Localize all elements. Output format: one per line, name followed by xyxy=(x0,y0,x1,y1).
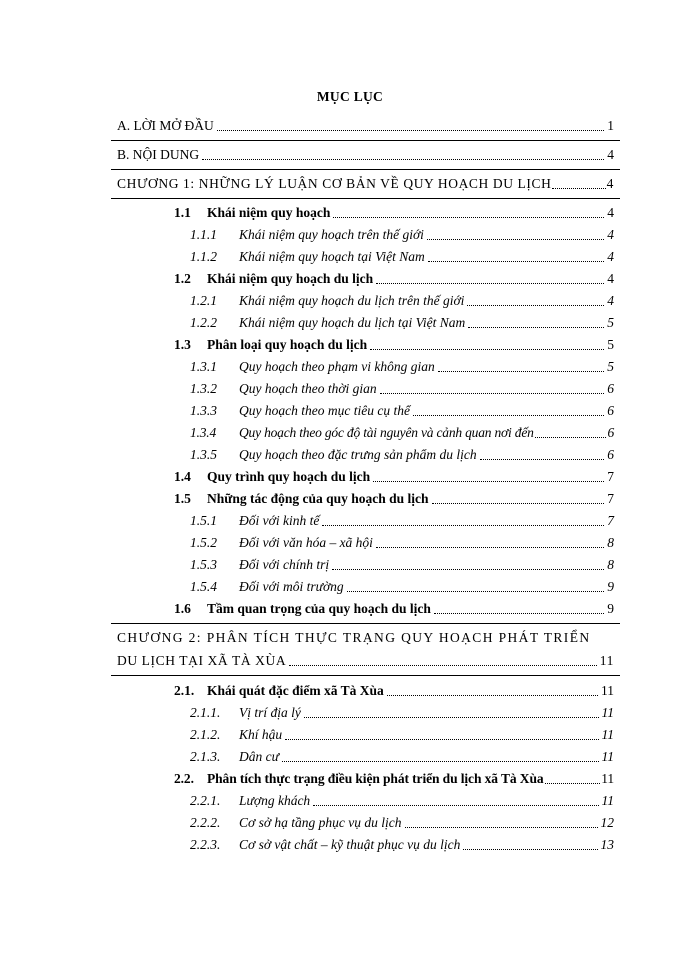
toc-page-number: 4 xyxy=(607,227,614,242)
toc-entry-text xyxy=(190,836,460,854)
toc-entry-text xyxy=(190,358,435,376)
toc-entry-text xyxy=(190,512,319,530)
toc-section-number: 1.3.5 xyxy=(190,447,217,462)
dot-leader xyxy=(480,459,605,460)
toc-entry-text xyxy=(174,770,544,788)
toc-entry-title: Quy hoạch theo đặc trưng sản phẩm du lịch xyxy=(239,447,477,462)
toc-entry-text xyxy=(190,226,424,244)
dot-leader xyxy=(376,547,604,548)
toc-section-number: 1.2.1 xyxy=(190,293,217,308)
toc-page-number: 5 xyxy=(607,315,614,330)
toc-page-number: 7 xyxy=(607,491,614,506)
dot-leader xyxy=(313,805,598,806)
divider xyxy=(111,140,620,141)
toc-entry-title: Quy hoạch theo thời gian xyxy=(239,381,377,396)
toc-entry-2-2[interactable] xyxy=(174,770,614,788)
toc-entry-title: Lượng khách xyxy=(239,793,311,808)
toc-entry-title: Quy hoạch theo góc độ tài nguyên và cảnh quan nơi đến xyxy=(239,425,534,440)
toc-entry-title: Dân cư xyxy=(239,749,279,764)
toc-entry-1-3[interactable] xyxy=(174,336,614,354)
toc-entry-title: Cơ sở vật chất – kỹ thuật phục vụ du lịch xyxy=(239,837,461,852)
dot-leader xyxy=(428,261,605,262)
toc-entry-chapter-1[interactable] xyxy=(117,175,614,193)
toc-section-number: 1.1.1 xyxy=(190,227,217,242)
dot-leader xyxy=(552,188,605,189)
toc-entry-title: Khái niệm quy hoạch du lịch trên thế giới xyxy=(239,293,465,308)
toc-entry-1-1[interactable] xyxy=(174,204,614,222)
toc-entry-1-3-2[interactable] xyxy=(190,380,614,398)
toc-entry-1-3-4[interactable] xyxy=(190,424,614,442)
toc-entry-1-4[interactable] xyxy=(174,468,614,486)
dot-leader xyxy=(413,415,604,416)
toc-page-number: 4 xyxy=(607,249,614,264)
toc-entry-text xyxy=(190,726,282,744)
dot-leader xyxy=(405,827,598,828)
toc-entry-title: Quy hoạch theo phạm vi không gian xyxy=(239,359,435,374)
toc-entry-text xyxy=(174,270,373,288)
toc-entry-1-2-1[interactable] xyxy=(190,292,614,310)
toc-section-number: 1.2 xyxy=(174,271,191,286)
toc-section-number: 1.1 xyxy=(174,205,191,220)
toc-entry-text: CHƯƠNG 2: PHÂN TÍCH THỰC TRẠNG QUY HOẠCH PHÁT TRIỂN xyxy=(117,630,591,645)
toc-entry-1-1-2[interactable] xyxy=(190,248,614,266)
toc-entry-1-6[interactable] xyxy=(174,600,614,618)
dot-leader xyxy=(432,503,605,504)
toc-page-number: 6 xyxy=(607,403,614,418)
toc-entry-title: Đối với văn hóa – xã hội xyxy=(239,535,373,550)
dot-leader xyxy=(376,283,604,284)
toc-entry-loi-mo-dau[interactable] xyxy=(117,117,614,135)
toc-page-number: 11 xyxy=(601,749,614,764)
dot-leader xyxy=(333,217,604,218)
toc-entry-title: Khái niệm quy hoạch du lịch xyxy=(207,271,374,286)
toc-entry-title: Đối với môi trường xyxy=(239,579,344,594)
toc-page-number: 13 xyxy=(600,837,614,852)
toc-entry-text xyxy=(174,204,330,222)
toc-entry-1-3-3[interactable] xyxy=(190,402,614,420)
toc-page-number: 5 xyxy=(607,359,614,374)
toc-page-number: 4 xyxy=(607,147,614,162)
dot-leader xyxy=(545,783,601,784)
toc-page-number: 11 xyxy=(601,727,614,742)
toc-entry-chapter-2-cont[interactable] xyxy=(117,652,614,670)
toc-entry-text xyxy=(190,446,477,464)
toc-section-number: 1.4 xyxy=(174,469,191,484)
dot-leader xyxy=(285,739,598,740)
toc-page-number: 8 xyxy=(607,535,614,550)
dot-leader xyxy=(535,437,607,438)
dot-leader xyxy=(467,305,604,306)
dot-leader xyxy=(347,591,605,592)
toc-section-number: 1.1.2 xyxy=(190,249,217,264)
toc-entry-title: Khái niệm quy hoạch trên thế giới xyxy=(239,227,424,242)
toc-page-number: 8 xyxy=(607,557,614,572)
dot-leader xyxy=(304,717,599,718)
toc-entry-2-2-2[interactable] xyxy=(190,814,614,832)
toc-entry-text: DU LỊCH TẠI XÃ TÀ XÙA xyxy=(117,653,287,668)
toc-section-number: 1.3.1 xyxy=(190,359,217,374)
toc-section-number: 2.2.1. xyxy=(190,793,221,808)
dot-leader xyxy=(387,695,598,696)
toc-entry-1-5[interactable] xyxy=(174,490,614,508)
toc-page-number: 7 xyxy=(607,513,614,528)
dot-leader xyxy=(373,481,604,482)
dot-leader xyxy=(289,665,597,666)
toc-section-number: 2.1.3. xyxy=(190,749,221,764)
toc-entry-text xyxy=(190,314,465,332)
toc-page-number: 6 xyxy=(607,381,614,396)
toc-page-number: 12 xyxy=(600,815,614,830)
toc-entry-chapter-2[interactable] xyxy=(117,629,614,647)
dot-leader xyxy=(202,159,604,160)
dot-leader xyxy=(463,849,597,850)
toc-page-number: 7 xyxy=(607,469,614,484)
toc-page-number: 5 xyxy=(607,337,614,352)
toc-entry-title: Khái quát đặc điểm xã Tà Xùa xyxy=(207,683,384,698)
toc-entry-text: B. NỘI DUNG xyxy=(117,147,200,162)
toc-entry-text xyxy=(174,682,384,700)
toc-section-number: 2.1.1. xyxy=(190,705,221,720)
toc-entry-text xyxy=(190,424,534,442)
toc-entry-title: Đối với kinh tế xyxy=(239,513,320,528)
toc-section-number: 2.2.2. xyxy=(190,815,221,830)
toc-entry-text xyxy=(190,292,464,310)
toc-page-number: 11 xyxy=(601,683,614,698)
toc-section-number: 1.3.2 xyxy=(190,381,217,396)
toc-entry-title: Quy hoạch theo mục tiêu cụ thể xyxy=(239,403,410,418)
toc-entry-title: Phân tích thực trạng điều kiện phát triển du lịch xã Tà Xùa xyxy=(207,771,544,786)
toc-entry-2-2-1[interactable] xyxy=(190,792,614,810)
dot-leader xyxy=(370,349,604,350)
dot-leader xyxy=(282,761,599,762)
toc-section-number: 1.3.3 xyxy=(190,403,217,418)
toc-page-number: 6 xyxy=(607,425,614,440)
toc-page-number: 11 xyxy=(601,793,614,808)
toc-section-number: 1.6 xyxy=(174,601,191,616)
toc-entry-text xyxy=(190,402,410,420)
toc-entry-1-5-1[interactable] xyxy=(190,512,614,530)
divider xyxy=(111,198,620,199)
toc-entry-text: A. LỜI MỞ ĐẦU xyxy=(117,118,214,133)
dot-leader xyxy=(468,327,604,328)
toc-section-number: 1.2.2 xyxy=(190,315,217,330)
dot-leader xyxy=(434,613,604,614)
toc-entry-1-3-1[interactable] xyxy=(190,358,614,376)
toc-entry-2-1-2[interactable] xyxy=(190,726,614,744)
toc-section-number: 1.3.4 xyxy=(190,425,217,440)
toc-entry-text xyxy=(190,792,310,810)
toc-entry-1-1-1[interactable] xyxy=(190,226,614,244)
toc-entry-title: Khái niệm quy hoạch xyxy=(207,205,331,220)
toc-entry-text xyxy=(190,578,344,596)
toc-entry-1-5-2[interactable] xyxy=(190,534,614,552)
toc-entry-title: Vị trí địa lý xyxy=(239,705,301,720)
toc-section-number: 2.1. xyxy=(174,683,195,698)
toc-entry-noi-dung[interactable] xyxy=(117,146,614,164)
divider xyxy=(111,623,620,624)
toc-page-number: 11 xyxy=(601,705,614,720)
toc-entry-text xyxy=(174,600,431,618)
toc-entry-text xyxy=(174,468,370,486)
toc-entry-2-1-3[interactable] xyxy=(190,748,614,766)
toc-page-number: 11 xyxy=(601,771,614,786)
toc-page-number: 9 xyxy=(607,579,614,594)
toc-entry-title: Khí hậu xyxy=(239,727,283,742)
toc-entry-1-2[interactable] xyxy=(174,270,614,288)
toc-entry-text xyxy=(190,814,402,832)
dot-leader xyxy=(322,525,604,526)
toc-entry-title: Khái niệm quy hoạch tại Việt Nam xyxy=(239,249,425,264)
toc-entry-title: Đối với chính trị xyxy=(239,557,330,572)
toc-entry-text xyxy=(190,534,373,552)
toc-page-number: 9 xyxy=(607,601,614,616)
toc-entry-text xyxy=(190,380,377,398)
dot-leader xyxy=(427,239,604,240)
toc-page-number: 11 xyxy=(599,653,614,668)
toc-section-number: 1.5.1 xyxy=(190,513,217,528)
divider xyxy=(111,675,620,676)
toc-section-number: 2.2. xyxy=(174,771,194,786)
toc-entry-title: Phân loại quy hoạch du lịch xyxy=(207,337,368,352)
toc-entry-2-2-3[interactable] xyxy=(190,836,614,854)
toc-entry-text xyxy=(190,248,425,266)
toc-section-number: 1.5.3 xyxy=(190,557,217,572)
toc-entry-text xyxy=(174,490,429,508)
toc-entry-text xyxy=(190,748,279,766)
toc-entry-1-2-2[interactable] xyxy=(190,314,614,332)
toc-page-number: 4 xyxy=(607,205,614,220)
toc-entry-2-1-1[interactable] xyxy=(190,704,614,722)
toc-entry-title: Cơ sở hạ tầng phục vụ du lịch xyxy=(239,815,402,830)
toc-entry-title: Quy trình quy hoạch du lịch xyxy=(207,469,371,484)
toc-entry-text: CHƯƠNG 1: NHỮNG LÝ LUẬN CƠ BẢN VỀ QUY HOẠCH DU LỊCH xyxy=(117,176,552,191)
page-title: MỤC LỤC xyxy=(316,89,384,104)
toc-entry-title: Khái niệm quy hoạch du lịch tại Việt Nam xyxy=(239,315,466,330)
toc-page-number: 4 xyxy=(607,271,614,286)
toc-entry-1-5-4[interactable] xyxy=(190,578,614,596)
toc-entry-1-5-3[interactable] xyxy=(190,556,614,574)
toc-section-number: 1.5 xyxy=(174,491,191,506)
dot-leader xyxy=(380,393,605,394)
toc-section-number: 2.1.2. xyxy=(190,727,221,742)
dot-leader xyxy=(438,371,605,372)
toc-entry-2-1[interactable] xyxy=(174,682,614,700)
toc-entry-text xyxy=(174,336,367,354)
toc-entry-text xyxy=(190,704,301,722)
dot-leader xyxy=(217,130,605,131)
toc-page-number: 6 xyxy=(607,447,614,462)
toc-section-number: 1.3 xyxy=(174,337,191,352)
toc-entry-1-3-5[interactable] xyxy=(190,446,614,464)
dot-leader xyxy=(332,569,604,570)
toc-entry-title: Tầm quan trọng của quy hoạch du lịch xyxy=(207,601,431,616)
toc-page-number: 4 xyxy=(607,293,614,308)
divider xyxy=(111,169,620,170)
toc-page-number: 1 xyxy=(607,118,614,133)
toc-entry-title: Những tác động của quy hoạch du lịch xyxy=(207,491,429,506)
toc-section-number: 1.5.2 xyxy=(190,535,217,550)
toc-page-number: 4 xyxy=(606,176,614,191)
toc-section-number: 2.2.3. xyxy=(190,837,221,852)
toc-entry-text xyxy=(190,556,329,574)
toc-section-number: 1.5.4 xyxy=(190,579,217,594)
